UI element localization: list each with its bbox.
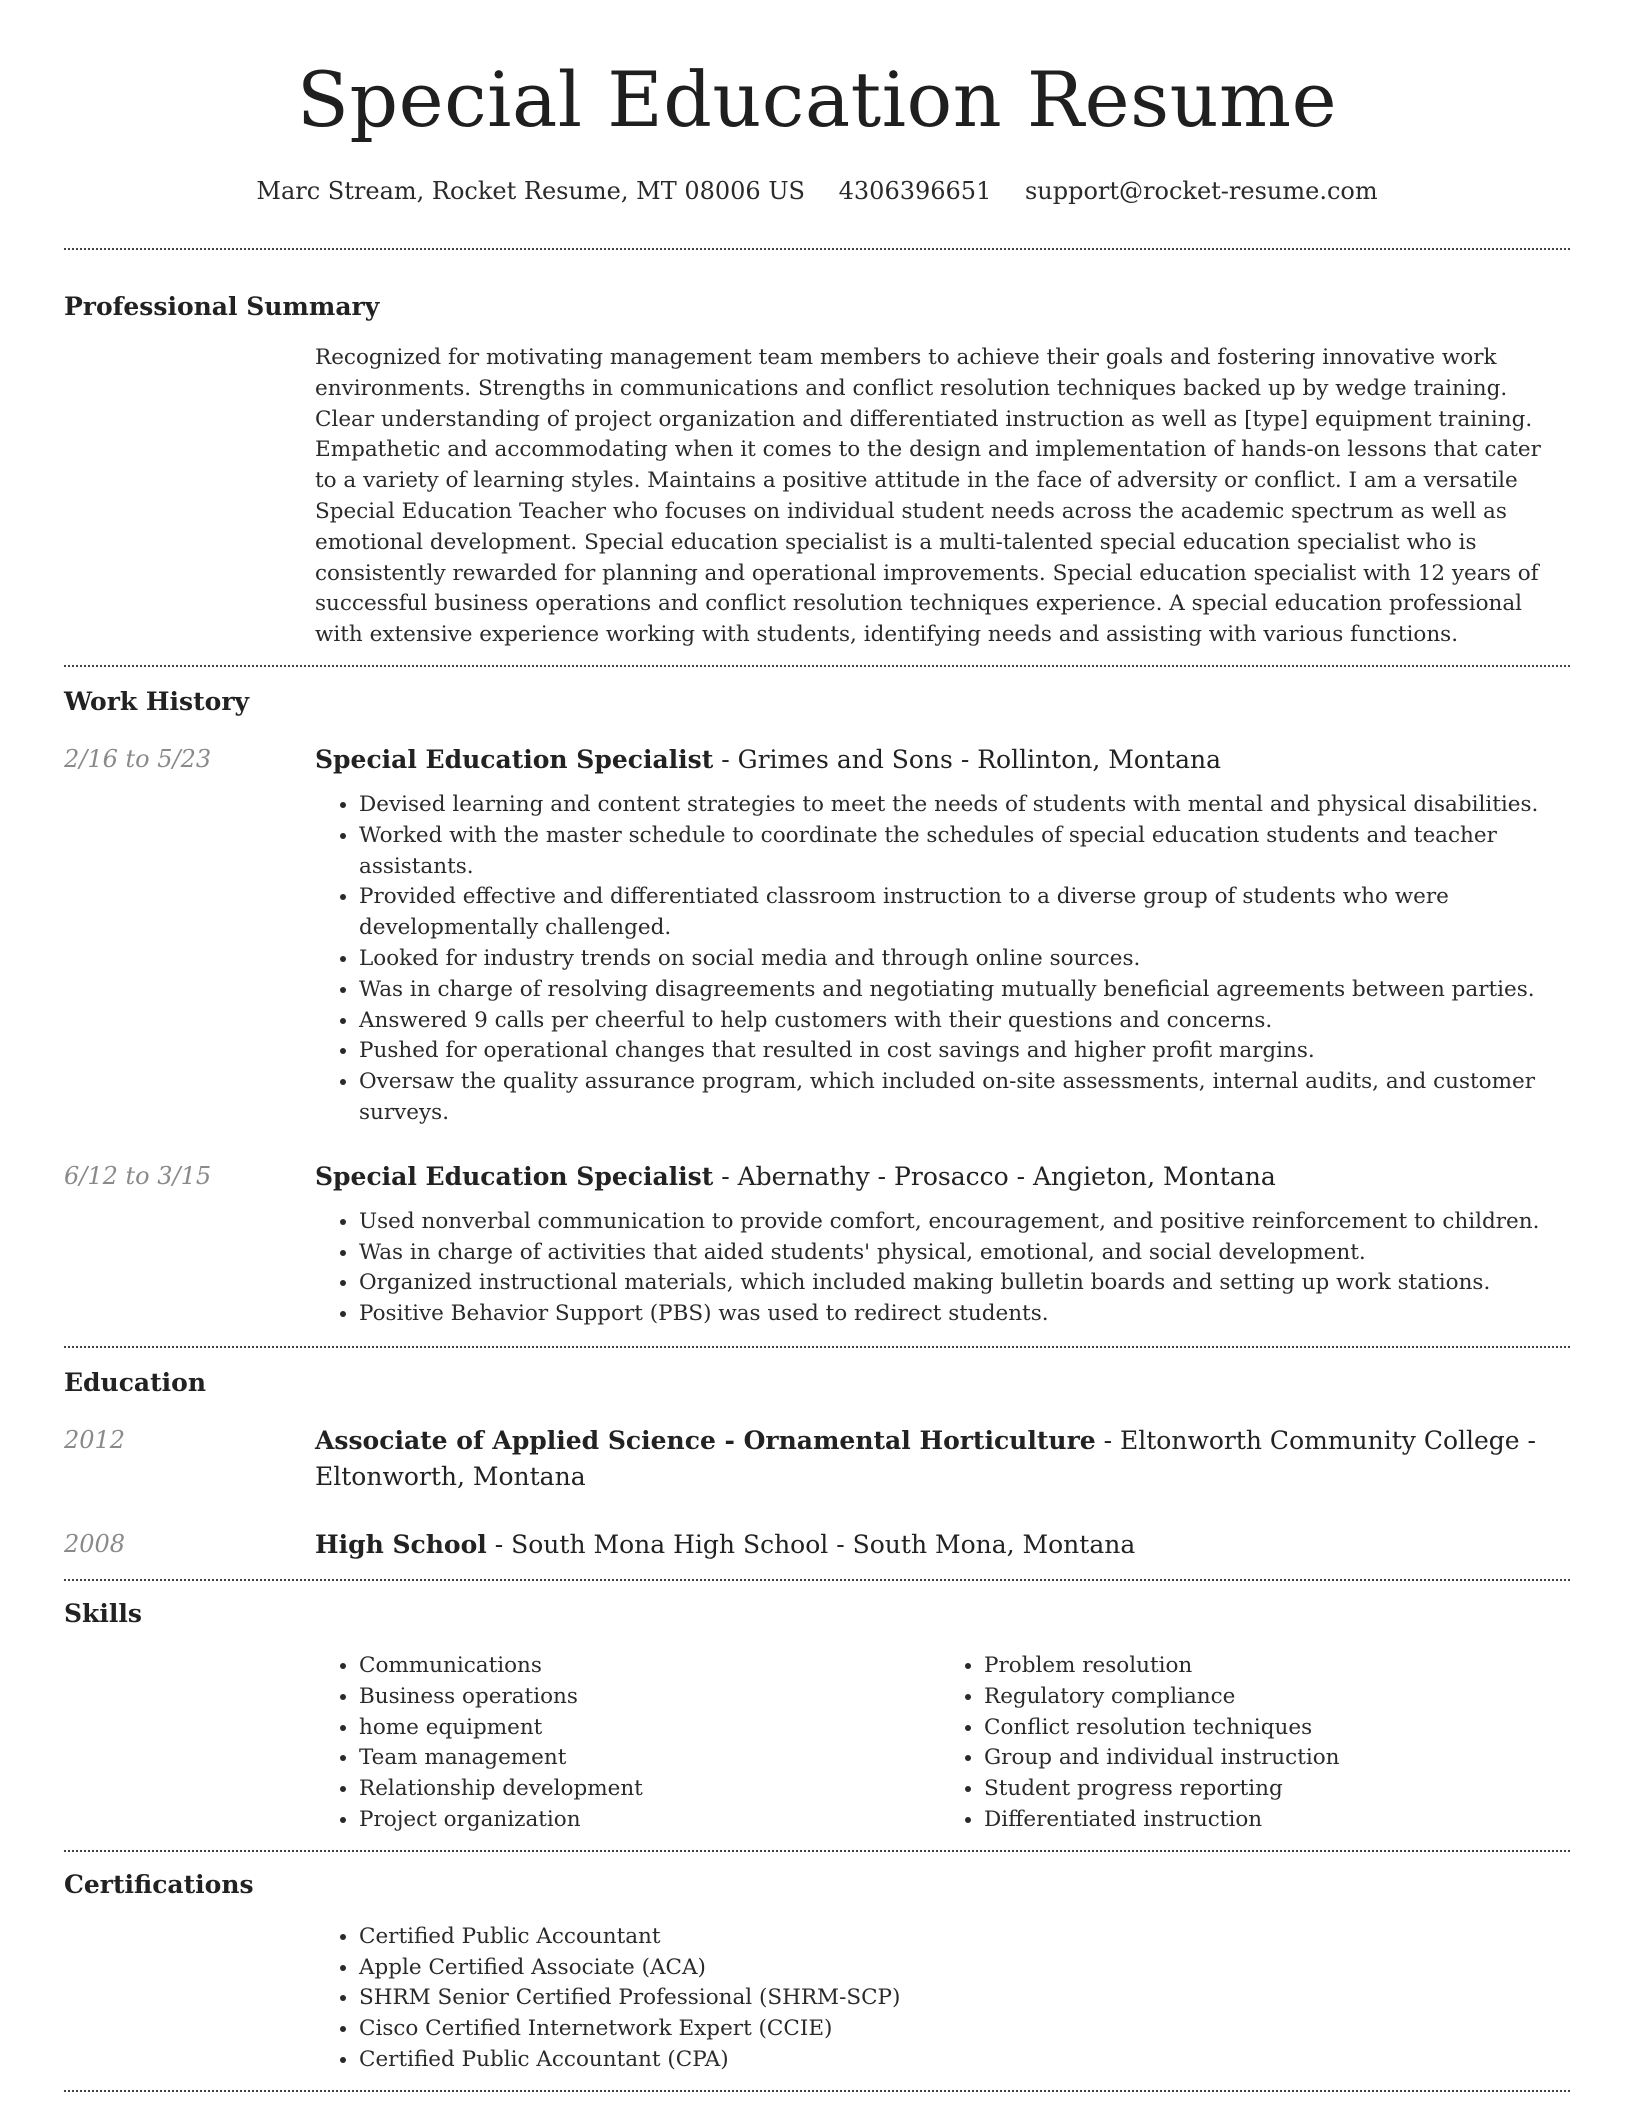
list-item: • Differentiated instruction bbox=[984, 1805, 1565, 1836]
summary-text: Recognized for motivating management team members to achieve their goals and fostering innovative work environments. Strengths in communications and conflict resolution techniques backed up by wedge training. Clear understanding of project organization and differentiated instruction as well as [type] equipment training. Empathetic and accommodating when it comes to the design and implementation of hands-on lessons that cater to a variety of learning styles. Maintains a positive attitude in the face of adversity or conflict. I am a versatile Special Education Teacher who focuses on individual student needs across the academic spectrum as well as emotional development. Special education specialist is a multi-talented special education specialist who is consistently rewarded for planning and operational improvements. Special education specialist with 12 years of successful business operations and conflict resolution techniques experience. A special education professional with extensive experience working with students, identifying needs and assisting with various functions. bbox=[315, 345, 1541, 648]
list-item: • Project organization bbox=[359, 1805, 940, 1836]
section-summary bbox=[64, 290, 1570, 651]
list-item: • Team management bbox=[359, 1743, 940, 1774]
job-dates: 6/12 to 3/15 bbox=[64, 1161, 212, 1190]
resume-page bbox=[64, 0, 1570, 2092]
section-heading-skills: Skills bbox=[64, 1598, 142, 1628]
education-entry bbox=[64, 1423, 1570, 1495]
list-item: • Apple Certified Associate (ACA) bbox=[359, 1953, 1565, 1984]
section-heading-education: Education bbox=[64, 1367, 207, 1397]
job-bullets bbox=[315, 790, 1565, 1129]
list-item: • Business operations bbox=[359, 1682, 940, 1713]
job-title: Special Education Specialist bbox=[315, 744, 714, 774]
list-item: • Was in charge of activities that aided students' physical, emotional, and social development. bbox=[359, 1238, 1565, 1269]
list-item: • Student progress reporting bbox=[984, 1774, 1565, 1805]
job-bullets bbox=[315, 1207, 1565, 1330]
list-item: • home equipment bbox=[359, 1713, 940, 1744]
section-work-history bbox=[64, 685, 1570, 1330]
divider bbox=[64, 1579, 1570, 1581]
school: - Eltonworth Community College - Eltonworth, Montana bbox=[315, 1425, 1537, 1491]
degree: High School bbox=[315, 1529, 487, 1559]
divider bbox=[64, 1346, 1570, 1348]
section-heading-summary: Professional Summary bbox=[64, 292, 380, 321]
contact-line bbox=[64, 174, 1570, 208]
list-item: • Worked with the master schedule to coordinate the schedules of special education students and teacher assistants. bbox=[359, 821, 1565, 883]
section-certifications bbox=[64, 1868, 1570, 2076]
list-item: • Problem resolution bbox=[984, 1651, 1565, 1682]
list-item: • Was in charge of resolving disagreements and negotiating mutually beneficial agreements between parties. bbox=[359, 975, 1565, 1006]
list-item: • Cisco Certified Internetwork Expert (CCIE) bbox=[359, 2014, 1565, 2045]
list-item: • Provided effective and differentiated classroom instruction to a diverse group of students who were developmentally challenged. bbox=[359, 882, 1565, 944]
list-item: • Group and individual instruction bbox=[984, 1743, 1565, 1774]
list-item: • Oversaw the quality assurance program, which included on-site assessments, internal audits, and customer surveys. bbox=[359, 1067, 1565, 1129]
list-item: • Answered 9 calls per cheerful to help customers with their questions and concerns. bbox=[359, 1006, 1565, 1037]
education-entry bbox=[64, 1527, 1570, 1563]
job-entry bbox=[64, 1159, 1570, 1330]
job-employer: - Grimes and Sons - Rollinton, Montana bbox=[713, 744, 1221, 774]
job-title-line bbox=[315, 742, 1565, 778]
contact-address: Marc Stream, Rocket Resume, MT 08006 US bbox=[256, 177, 805, 205]
contact-email: support@rocket-resume.com bbox=[1024, 177, 1378, 205]
list-item: • Certified Public Accountant bbox=[359, 1922, 1565, 1953]
job-title: Special Education Specialist bbox=[315, 1161, 714, 1191]
resume-title: Special Education Resume bbox=[296, 55, 1338, 144]
list-item: • SHRM Senior Certified Professional (SHRM-SCP) bbox=[359, 1983, 1565, 2014]
skills-grid bbox=[315, 1651, 1565, 1836]
section-heading-work: Work History bbox=[64, 686, 250, 716]
list-item: • Positive Behavior Support (PBS) was used to redirect students. bbox=[359, 1299, 1565, 1330]
certifications-list bbox=[315, 1922, 1565, 2076]
divider bbox=[64, 665, 1570, 667]
skills-list-right bbox=[940, 1651, 1565, 1836]
degree: Associate of Applied Science - Ornamental Horticulture bbox=[315, 1425, 1096, 1455]
job-title-line bbox=[315, 1159, 1565, 1195]
education-year: 2008 bbox=[64, 1529, 126, 1558]
list-item: • Relationship development bbox=[359, 1774, 940, 1805]
list-item: • Conflict resolution techniques bbox=[984, 1713, 1565, 1744]
school: - South Mona High School - South Mona, Montana bbox=[486, 1529, 1136, 1559]
job-entry bbox=[64, 742, 1570, 1129]
list-item: • Used nonverbal communication to provide comfort, encouragement, and positive reinforcement to children. bbox=[359, 1207, 1565, 1238]
job-dates: 2/16 to 5/23 bbox=[64, 744, 212, 773]
list-item: • Communications bbox=[359, 1651, 940, 1682]
divider bbox=[64, 1850, 1570, 1852]
section-skills bbox=[64, 1597, 1570, 1836]
list-item: • Devised learning and content strategies to meet the needs of students with mental and physical disabilities. bbox=[359, 790, 1565, 821]
job-employer: - Abernathy - Prosacco - Angieton, Montana bbox=[713, 1161, 1276, 1191]
section-heading-certifications: Certifications bbox=[64, 1869, 254, 1899]
list-item: • Pushed for operational changes that resulted in cost savings and higher profit margins. bbox=[359, 1036, 1565, 1067]
divider bbox=[64, 248, 1570, 250]
education-title-line bbox=[315, 1527, 1565, 1563]
list-item: • Looked for industry trends on social media and through online sources. bbox=[359, 944, 1565, 975]
contact-phone: 4306396651 bbox=[838, 177, 992, 205]
education-title-line bbox=[315, 1423, 1565, 1495]
list-item: • Organized instructional materials, which included making bulletin boards and setting up work stations. bbox=[359, 1268, 1565, 1299]
list-item: • Certified Public Accountant (CPA) bbox=[359, 2045, 1565, 2076]
list-item: • Regulatory compliance bbox=[984, 1682, 1565, 1713]
divider bbox=[64, 2090, 1570, 2092]
education-year: 2012 bbox=[64, 1425, 126, 1454]
skills-list-left bbox=[315, 1651, 940, 1836]
section-education bbox=[64, 1366, 1570, 1563]
